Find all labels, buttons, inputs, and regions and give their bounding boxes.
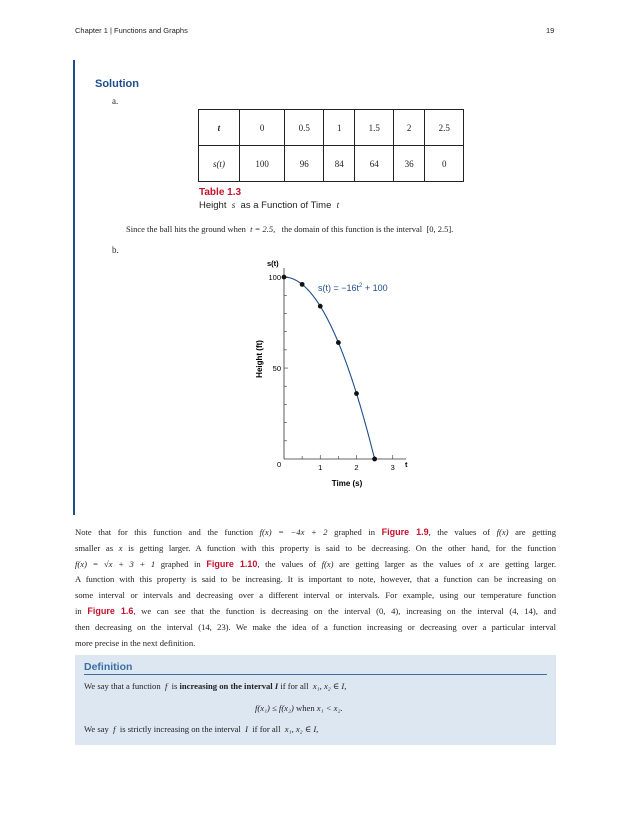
math-expression: x₁, x₂ ∈ I, [312,681,347,691]
math-expression: (14, 23). [198,621,231,632]
text: is [171,681,178,691]
text: graphed in [334,527,376,537]
text: is getting larger. A function with this property is said to be decreasing. On the other hand, for the function [128,542,556,553]
paragraph-line: more precise in the next definition. [75,637,196,648]
table-cell: 0 [239,110,285,146]
text: We say that a function [84,681,161,691]
note-paragraph [75,525,556,651]
text: , the values of [257,558,316,569]
y-axis-name: s(t) [267,259,279,268]
data-point [372,457,377,462]
table-cell: 0.5 [285,110,324,146]
math-expression: f(x₁) ≤ f(x₂) [255,703,294,713]
table-cell: 64 [355,146,394,182]
figure-link[interactable]: Figure 1.6 [87,605,134,616]
table-row [199,110,464,146]
x-axis-name: t [405,460,408,469]
data-point [354,391,359,396]
figure-link[interactable]: Figure 1.9 [381,527,429,537]
table-cell: 96 [285,146,324,182]
function-label [318,283,388,293]
math-expression: x [479,558,484,569]
height-time-table [198,109,464,182]
math-expression: (4, 14), [509,605,538,616]
function-label-exponent: 2 [359,283,363,289]
y-axis-label: Height (ft) [255,340,264,378]
math-expression: f(x) [496,527,509,537]
height-time-chart [250,256,430,492]
text: then decreasing on the interval [75,621,193,632]
origin-label: 0 [277,460,282,469]
sentence-text: the domain of this function is the interval [281,224,423,234]
math-expression: x₁ < x₂. [316,703,343,713]
table-cell: 36 [393,146,424,182]
text: when [296,703,315,713]
x-tick-label: 3 [390,463,395,472]
data-point [336,340,341,345]
math-expression: [0, 2.5]. [426,224,454,234]
math-expression: f(x) = √x + 3 + 1 [75,558,156,569]
caption-var-s: s [231,200,236,210]
function-label-main: s(t) = −16t [318,283,360,293]
text: in [75,605,82,616]
part-a-label: a. [112,96,119,106]
caption-text: as a Function of Time [240,200,332,211]
function-label-tail: + 100 [362,283,388,293]
table-caption-title [199,200,339,211]
figure-link[interactable]: Figure 1.10 [206,558,258,569]
table-caption-number: Table 1.3 [199,187,242,198]
text: smaller as [75,542,114,553]
sentence-text: Since the ball hits the ground when [126,224,246,234]
paragraph-line [75,541,556,557]
text: are getting larger. [488,558,557,569]
text: if for all [280,681,309,691]
table-row-header: s(t) [199,146,240,182]
chart-curve [284,277,375,459]
paragraph-line [75,557,556,573]
chart-points [282,275,377,462]
table-cell: 1.5 [355,110,394,146]
text: graphed in [160,558,201,569]
math-expression: x₁, x₂ ∈ I, [284,724,319,734]
table-cell: 2 [393,110,424,146]
definition-line-3 [84,724,318,735]
paragraph-line: A function with this property is said to be increasing. It is important to note, however, that a function can be increasing on [75,574,556,585]
data-point [300,282,305,287]
text: is strictly increasing on the interval [119,724,241,734]
definition-box [75,655,556,745]
definition-title: Definition [84,661,133,673]
solution-heading: Solution [95,78,139,90]
domain-sentence [126,224,453,234]
text: and [543,605,556,616]
definition-line-1 [84,681,346,692]
math-expression: (0, 4), [376,605,401,616]
table-row [199,146,464,182]
caption-text: Height [199,200,227,211]
caption-var-t: t [336,200,340,210]
text: are getting [515,527,556,537]
text: We make the idea of a function increasing or decreasing over a particular interval [235,621,556,632]
text: if for all [252,724,281,734]
axis-ticks [284,277,393,459]
math-expression: f(x) [321,558,334,569]
data-point [318,304,323,309]
definition-line-2 [255,703,343,713]
paragraph-line [75,525,556,541]
math-expression: x [118,542,123,553]
example-side-bar [73,60,75,515]
part-b-label: b. [112,245,119,255]
text: increasing on the interval [406,605,504,616]
paragraph-line [75,604,556,620]
data-point [282,275,287,280]
x-tick-label: 2 [354,463,359,472]
table-cell: 84 [323,146,354,182]
math-expression: f(x) = −4x + 2 [259,527,328,537]
y-tick-label: 50 [272,364,281,374]
table-cell: 1 [323,110,354,146]
x-tick-label: 1 [318,463,323,472]
math-expression: I [274,681,279,691]
x-axis-label: Time (s) [331,479,363,488]
math-expression: t = 2.5, [250,224,276,234]
paragraph-line: some interval or intervals and decreasing over a different interval or intervals. For example, using our temperature function [75,590,556,601]
table-cell: 0 [425,146,464,182]
paragraph-line [75,620,556,636]
text: Note that for this function and the function [75,527,254,537]
text: , we can see that the function is decreasing on the interval [133,605,371,616]
math-expression: f [113,724,116,734]
table-row-header: t [199,110,240,146]
page-number: 19 [546,26,555,35]
y-tick-label: 100 [268,273,281,283]
definition-divider [84,674,547,675]
text: We say [84,724,109,734]
math-expression: f [164,681,168,691]
bold-term: increasing on the interval [179,681,273,691]
table-cell: 2.5 [425,110,464,146]
text: , the values of [428,527,491,537]
text: are getting larger as the values of [339,558,474,569]
math-expression: I [245,724,248,734]
running-header-chapter: Chapter 1 | Functions and Graphs [75,26,188,35]
table-cell: 100 [239,146,285,182]
